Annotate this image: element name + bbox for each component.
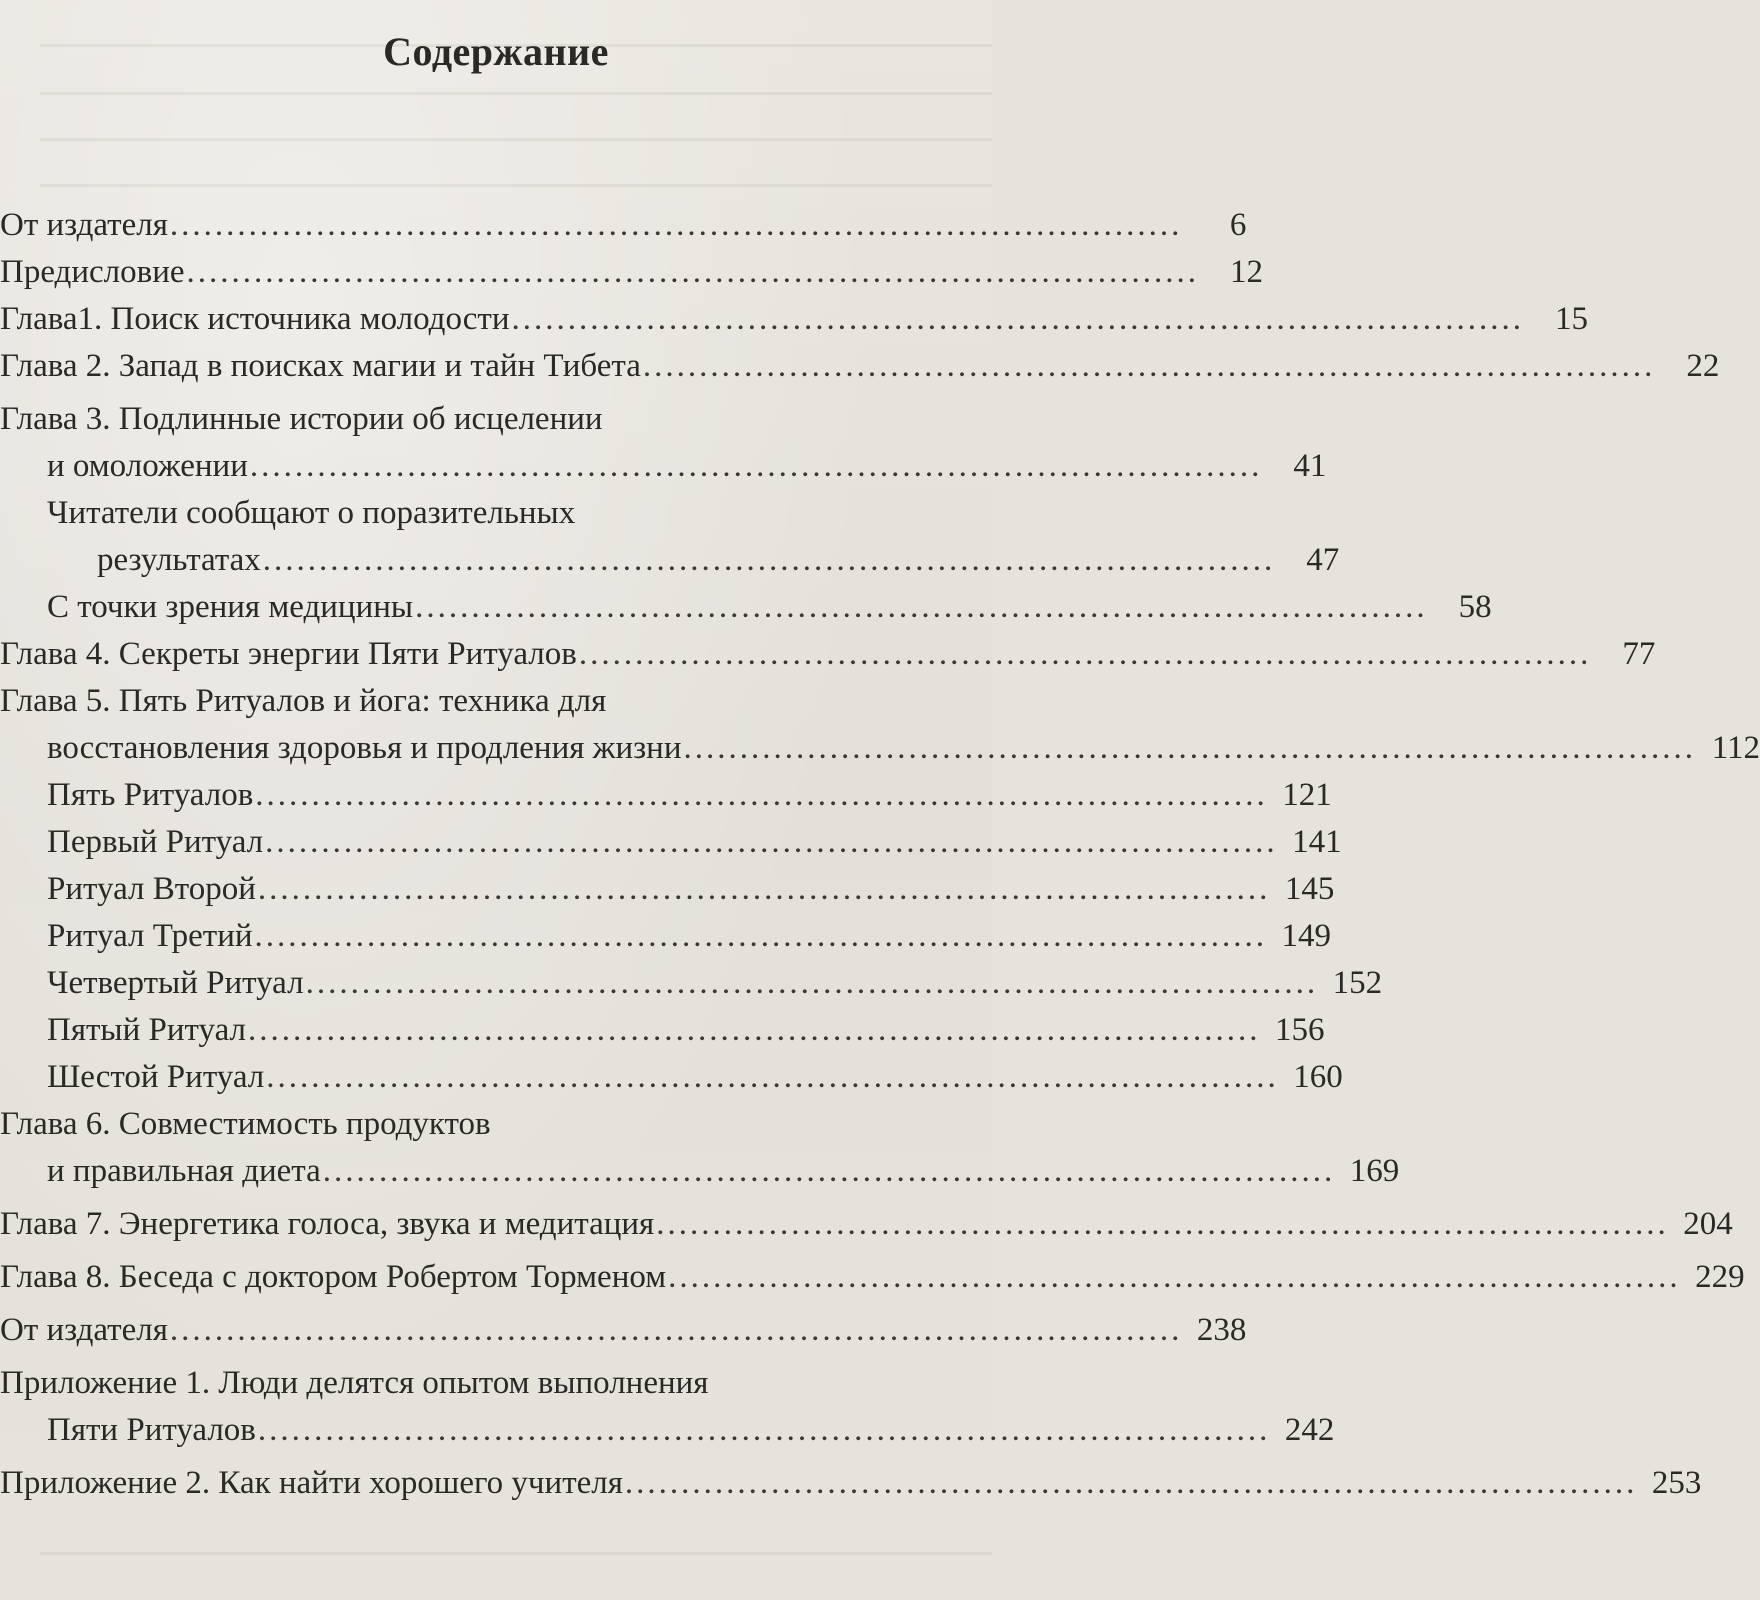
- toc-entry-label: Глава 5. Пять Ритуалов и йога: техника для: [0, 683, 607, 719]
- toc-page-number: 145: [1284, 871, 1335, 907]
- toc-entry-label: Пятый Ритуал: [47, 1012, 246, 1048]
- toc-entry-label: Ритуал Третий: [47, 918, 253, 954]
- bleed-through-line: [40, 1552, 992, 1555]
- dot-leader: ..........................................................................................: [322, 1153, 1336, 1189]
- toc-page-number: 121: [1282, 777, 1332, 813]
- dot-leader: ..........................................................................................: [305, 965, 1319, 1001]
- page-title: Содержание: [383, 29, 609, 74]
- toc-entry-continuation[interactable]: [0, 443, 1327, 490]
- toc-entry-label: Приложение 1. Люди делятся опытом выполнения: [0, 1365, 709, 1401]
- toc-entry-label: Читатели сообщают о поразительных: [47, 495, 576, 531]
- toc-entry-heading[interactable]: [0, 678, 940, 725]
- dot-leader: ..........................................................................................: [247, 1012, 1261, 1048]
- toc-page-number: 77: [1622, 636, 1656, 672]
- toc-entry-label: Глава1. Поиск источника молодости: [0, 301, 510, 337]
- toc-page-number: 112: [1711, 730, 1760, 766]
- bleed-through-line: [40, 184, 992, 187]
- dot-leader: ..........................................................................................: [624, 1465, 1638, 1501]
- dot-leader: ..........................................................................................: [415, 589, 1428, 625]
- bleed-through-line: [40, 138, 992, 141]
- toc-entry-label: Ритуал Второй: [47, 871, 256, 907]
- dot-leader: ..........................................................................................: [262, 542, 1276, 578]
- toc-page-number: 253: [1651, 1465, 1702, 1501]
- toc-subentry[interactable]: [0, 1054, 1343, 1101]
- toc-page-number: 41: [1293, 448, 1327, 484]
- toc-entry-label: Первый Ритуал: [47, 824, 264, 860]
- toc-subentry[interactable]: [0, 772, 1332, 819]
- dot-leader: ..........................................................................................: [265, 824, 1278, 860]
- dot-leader: ..........................................................................................: [656, 1206, 1669, 1242]
- dot-leader: ..........................................................................................: [169, 207, 1183, 243]
- toc-entry-continuation[interactable]: [0, 1407, 1335, 1454]
- toc-entry-label: и омоложении: [47, 448, 248, 484]
- toc-subentry-heading[interactable]: [0, 490, 940, 537]
- toc-page-number: 238: [1196, 1312, 1247, 1348]
- toc-page-number: 152: [1332, 965, 1383, 1001]
- dot-leader: ..........................................................................................: [578, 636, 1592, 672]
- dot-leader: ..........................................................................................: [255, 777, 1268, 813]
- toc-page-number: 58: [1458, 589, 1492, 625]
- toc-page-number: 149: [1281, 918, 1332, 954]
- dot-leader: ..........................................................................................: [254, 918, 1268, 954]
- toc-entry-heading[interactable]: [0, 1360, 940, 1407]
- toc-page-number: 204: [1683, 1206, 1733, 1242]
- dot-leader: ..........................................................................................: [668, 1259, 1681, 1295]
- toc-subentry[interactable]: [0, 866, 1335, 913]
- toc-entry-label: результатах: [97, 542, 261, 578]
- toc-page-number: 160: [1293, 1059, 1343, 1095]
- table-of-contents: [0, 202, 1760, 1507]
- toc-entry-heading[interactable]: [0, 1101, 940, 1148]
- dot-leader: ..........................................................................................: [266, 1059, 1279, 1095]
- toc-entry-label: Глава 6. Совместимость продуктов: [0, 1106, 491, 1142]
- dot-leader: ..........................................................................................: [169, 1312, 1183, 1348]
- toc-entry-label: Шестой Ритуал: [47, 1059, 265, 1095]
- dot-leader: ..........................................................................................: [257, 1412, 1271, 1448]
- dot-leader: ..........................................................................................: [186, 254, 1199, 290]
- toc-page-number: 169: [1349, 1153, 1400, 1189]
- toc-entry[interactable]: [0, 631, 1656, 678]
- toc-page-number: 141: [1292, 824, 1342, 860]
- toc-subentry[interactable]: [0, 913, 1332, 960]
- toc-entry-label: Пять Ритуалов: [47, 777, 254, 813]
- toc-entry-label: От издателя: [0, 1312, 168, 1348]
- bleed-through-line: [40, 92, 992, 95]
- toc-entry-label: Глава 3. Подлинные истории об исцелении: [0, 401, 603, 437]
- dot-leader: ..........................................................................................: [683, 730, 1696, 766]
- toc-page-number: 15: [1555, 301, 1589, 337]
- toc-entry[interactable]: [0, 202, 1247, 249]
- toc-entry-label: Глава 7. Энергетика голоса, звука и медитация: [0, 1206, 655, 1242]
- toc-entry-label: От издателя: [0, 207, 168, 243]
- toc-page-number: 22: [1686, 348, 1720, 384]
- toc-entry[interactable]: [0, 1254, 1745, 1301]
- toc-entry-label: С точки зрения медицины: [47, 589, 414, 625]
- toc-entry[interactable]: [0, 1460, 1702, 1507]
- toc-entry[interactable]: [0, 1201, 1733, 1248]
- toc-entry-label: Глава 2. Запад в поисках магии и тайн Тибета: [0, 348, 641, 384]
- dot-leader: ..........................................................................................: [511, 301, 1525, 337]
- toc-entry-continuation[interactable]: [0, 1148, 1400, 1195]
- dot-leader: ..........................................................................................: [249, 448, 1263, 484]
- dot-leader: ..........................................................................................: [257, 871, 1271, 907]
- toc-entry[interactable]: [0, 296, 1589, 343]
- toc-subentry-continuation[interactable]: [0, 537, 1340, 584]
- toc-entry-label: Пяти Ритуалов: [47, 1412, 256, 1448]
- toc-entry-label: Глава 4. Секреты энергии Пяти Ритуалов: [0, 636, 577, 672]
- toc-entry-heading[interactable]: [0, 396, 940, 443]
- toc-entry-label: восстановления здоровья и продления жизни: [47, 730, 682, 766]
- toc-page-number: 12: [1230, 254, 1263, 290]
- toc-entry[interactable]: [0, 249, 1263, 296]
- toc-page-number: 156: [1274, 1012, 1325, 1048]
- toc-entry[interactable]: [0, 343, 1720, 390]
- toc-page-number: 242: [1284, 1412, 1335, 1448]
- toc-entry-label: Предисловие: [0, 254, 185, 290]
- toc-subentry[interactable]: [0, 1007, 1325, 1054]
- toc-entry-label: Глава 8. Беседа с доктором Робертом Торменом: [0, 1259, 667, 1295]
- toc-entry-continuation[interactable]: [0, 725, 1760, 772]
- toc-page-number: 6: [1229, 207, 1247, 243]
- toc-entry-label: Четвертый Ритуал: [47, 965, 304, 1001]
- toc-subentry[interactable]: [0, 819, 1342, 866]
- toc-page-number: 47: [1306, 542, 1340, 578]
- toc-subentry[interactable]: [0, 960, 1383, 1007]
- toc-entry[interactable]: [0, 1307, 1247, 1354]
- toc-subentry[interactable]: [0, 584, 1492, 631]
- toc-entry-label: Приложение 2. Как найти хорошего учителя: [0, 1465, 623, 1501]
- toc-entry-label: и правильная диета: [47, 1153, 321, 1189]
- toc-page-number: 229: [1695, 1259, 1745, 1295]
- dot-leader: ..........................................................................................: [642, 348, 1656, 384]
